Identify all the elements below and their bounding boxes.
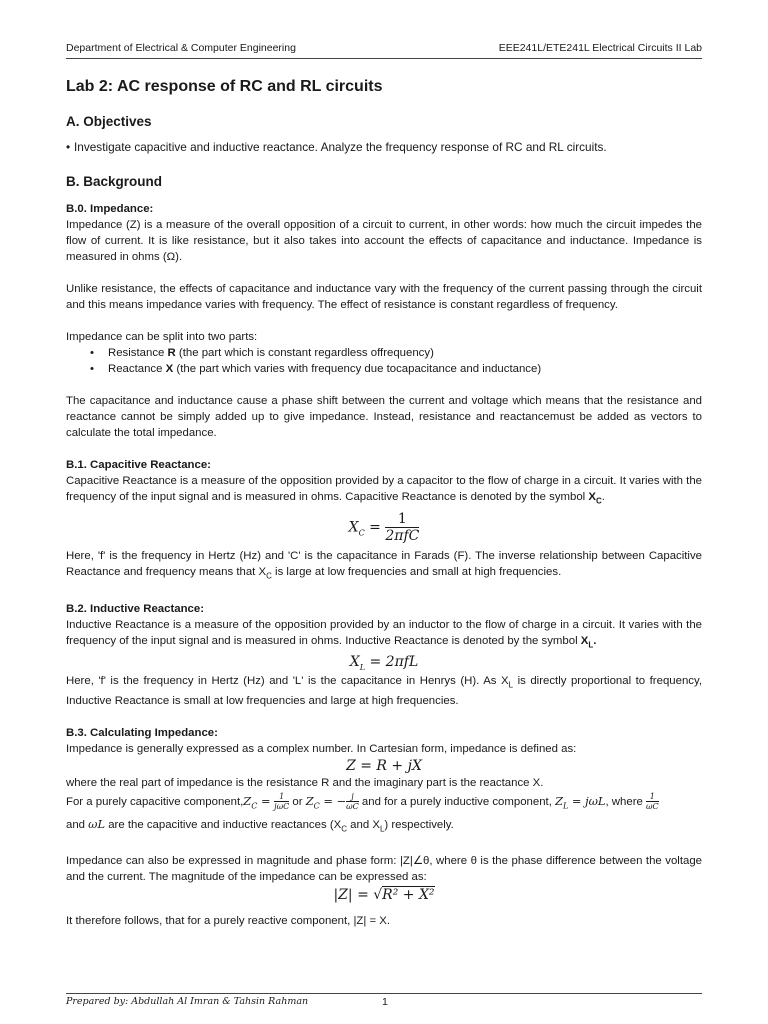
b3-paragraph-5: Impedance can also be expressed in magnitude and phase form: |Z|∠θ, where θ is the phase difference between the voltage and the current. The magnitude of the impedance can be expressed as: xyxy=(66,855,702,884)
b2-paragraph-2: Here, 'f' is the frequency in Hertz (Hz) and 'L' is the capacitance in Henrys (H). As $X_L$ is directly proportional to frequency, Inductive Reactance is small at low frequencies and large at high frequencies. xyxy=(66,674,702,707)
b0-paragraph-3: Impedance can be split into two parts: xyxy=(66,331,258,343)
background-heading: B. Background xyxy=(66,174,163,189)
prepared-by: Prepared by: Abdullah Al Imran & Tahsin Rahman xyxy=(66,996,309,1007)
objectives-text: Investigate capacitive and inductive reactance. Analyze the frequency response of RC and RL circuits. xyxy=(74,140,607,154)
bullet-dot-icon: • xyxy=(66,140,71,154)
page-footer xyxy=(66,996,702,1007)
b0-paragraph-4: The capacitance and inductance cause a phase shift between the current and voltage which means that the resistance and reactance cannot be simply added up to give impedance. Instead, resistance and reactancemust be added as vectors to calculate the total impedance. xyxy=(66,395,702,439)
impedance-magnitude-equation: |Z| = √R² + X² xyxy=(333,887,435,904)
b1-paragraph-1: Capacitive Reactance is a measure of the opposition provided by a capacitor to the flow of charge in a circuit. It varies with the frequency of the input signal and is measured in ohms. Capacitive Reactance is denoted by the symbol $X_C$. xyxy=(66,475,702,506)
objectives-heading: A. Objectives xyxy=(66,114,152,129)
header-department: Department of Electrical & Computer Engineering xyxy=(66,42,296,54)
b0-paragraph-1: Impedance (Z) is a measure of the overall opposition of a circuit to current, in other words: how much the circuit impedes the flow of current. It is like resistance, but it also takes into account the effects of capacitance and inductance. Impedance is measured in ohms (Ω). xyxy=(66,219,702,263)
cartesian-impedance-equation: Z = R + jX xyxy=(346,757,422,774)
b2-title: B.2. Inductive Reactance: xyxy=(66,602,205,615)
b0-paragraph-2: Unlike resistance, the effects of capacitance and inductance vary with the frequency of the current passing through the circuit and this means impedance varies with frequency. The effect of resistance is constant regardless of frequency. xyxy=(66,283,702,311)
b3-paragraph-3: For a purely capacitive $component,Z_C$ = 1 jωC or $Z_C$ = − $\frac{j}{\omega C}$ and for a purely inductive component, $Z_L = j\omega L$, where $\frac{1}{\omega C}$ xyxy=(66,792,659,812)
objectives-bullet xyxy=(66,139,702,156)
b1-paragraph-2: Here, 'f' is the frequency in Hertz (Hz) and 'C' is the capacitance in Farads (F). The inverse relationship between Capacitive Reactance and frequency means that $X_C$ is large at low frequencies and small at high frequencies. xyxy=(66,550,702,581)
bullet-dot-icon: • xyxy=(90,363,94,375)
footer-rule xyxy=(66,993,702,994)
page-header xyxy=(66,42,702,56)
capacitive-reactance-equation: $X_C$ = $\frac{1}{\text{2πfC}}$ xyxy=(348,511,420,545)
impedance-parts-list xyxy=(66,345,702,377)
bullet-dot-icon: • xyxy=(90,347,94,359)
b0-title: B.0. Impedance: xyxy=(66,203,154,215)
b3-paragraph-4: and ωL are the capacitive and inductive reactances ($X_C$ and $X_L$) respectively. xyxy=(66,817,454,834)
header-course: EEE241L/ETE241L Electrical Circuits II Lab xyxy=(498,42,702,54)
page-number: 1 xyxy=(382,996,388,1008)
b3-title: B.3. Calculating Impedance: xyxy=(66,726,218,739)
b3-paragraph-6: It therefore follows, that for a purely reactive component, |Z| = X. xyxy=(66,915,391,928)
page-title: Lab 2: AC response of RC and RL circuits xyxy=(66,78,383,95)
b3-paragraph-1: Impedance is generally expressed as a complex number. In Cartesian form, impedance is defined as: xyxy=(66,742,577,755)
header-rule xyxy=(66,58,702,59)
document-body xyxy=(66,78,702,929)
b3-paragraph-2: where the real part of impedance is the resistance R and the imaginary part is the reactance X. xyxy=(66,776,544,789)
list-item: • Reactance X (the part which varies with frequency due tocapacitance and inductance) xyxy=(66,361,702,377)
inductive-reactance-equation: $X_L = 2\pi fL$ xyxy=(349,653,419,672)
b2-paragraph-1: Inductive Reactance is a measure of the opposition provided by an inductor to the flow of charge in a circuit. It varies with the frequency of the input signal and is measured in ohms. Inductive Reactance is denoted by the symbol $X_L$. xyxy=(66,618,702,649)
list-item: • Resistance R (the part which is constant regardless offrequency) xyxy=(66,345,702,361)
b1-title: B.1. Capacitive Reactance: xyxy=(66,459,211,471)
